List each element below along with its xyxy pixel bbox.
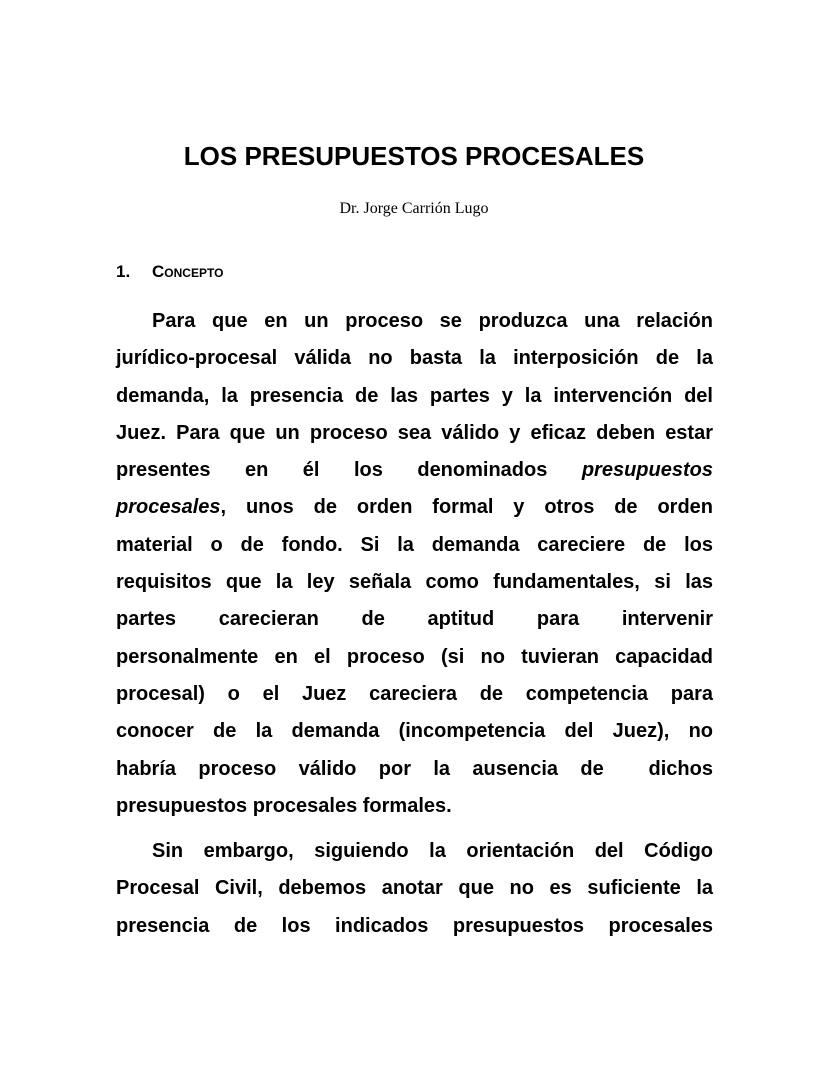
text-line: requisitos que la ley señala como fundamentales, si las — [116, 571, 713, 594]
text-line: demanda, la presencia de las partes y la intervención del — [116, 384, 713, 407]
text-line: Para que en un proceso se produzca una relación — [152, 310, 713, 332]
italic-term: presupuestos — [581, 459, 713, 482]
text-line: presupuestos procesales formales. — [116, 794, 452, 817]
paragraph-2 — [116, 833, 713, 945]
text-line — [116, 452, 713, 489]
text-line: presencia de los indicados presupuestos procesales — [116, 914, 713, 937]
section-number: 1. — [116, 262, 131, 281]
paragraph-1 — [116, 303, 713, 825]
author: Dr. Jorge Carrión Lugo — [339, 200, 489, 217]
text-segment: presentes en él los denominados — [116, 459, 582, 482]
text-line: jurídico-procesal válida no basta la interposición de la — [116, 347, 713, 370]
section-title: Concepto — [152, 262, 224, 281]
text-line: partes carecieran de aptitud para intervenir — [116, 608, 713, 631]
section-heading — [116, 262, 223, 282]
text-line: personalmente en el proceso (si no tuvieran capacidad — [116, 645, 713, 668]
text-line — [116, 489, 713, 526]
text-line: Procesal Civil, debemos anotar que no es suficiente la — [116, 877, 713, 900]
document-title: LOS PRESUPUESTOS PROCESALES — [183, 141, 645, 171]
text-segment: , unos de orden formal y otros de orden — [220, 496, 713, 519]
text-line: habría proceso válido por la ausencia de dichos — [116, 757, 713, 780]
text-line: conocer de la demanda (incompetencia del Juez), no — [116, 720, 713, 743]
text-line: Sin embargo, siguiendo la orientación del Código — [152, 840, 713, 862]
text-line: material o de fondo. Si la demanda careciere de los — [116, 533, 713, 556]
text-line: Juez. Para que un proceso sea válido y eficaz deben estar — [116, 421, 713, 444]
text-line: procesal) o el Juez careciera de competencia para — [116, 682, 713, 705]
italic-term: procesales — [116, 496, 221, 519]
